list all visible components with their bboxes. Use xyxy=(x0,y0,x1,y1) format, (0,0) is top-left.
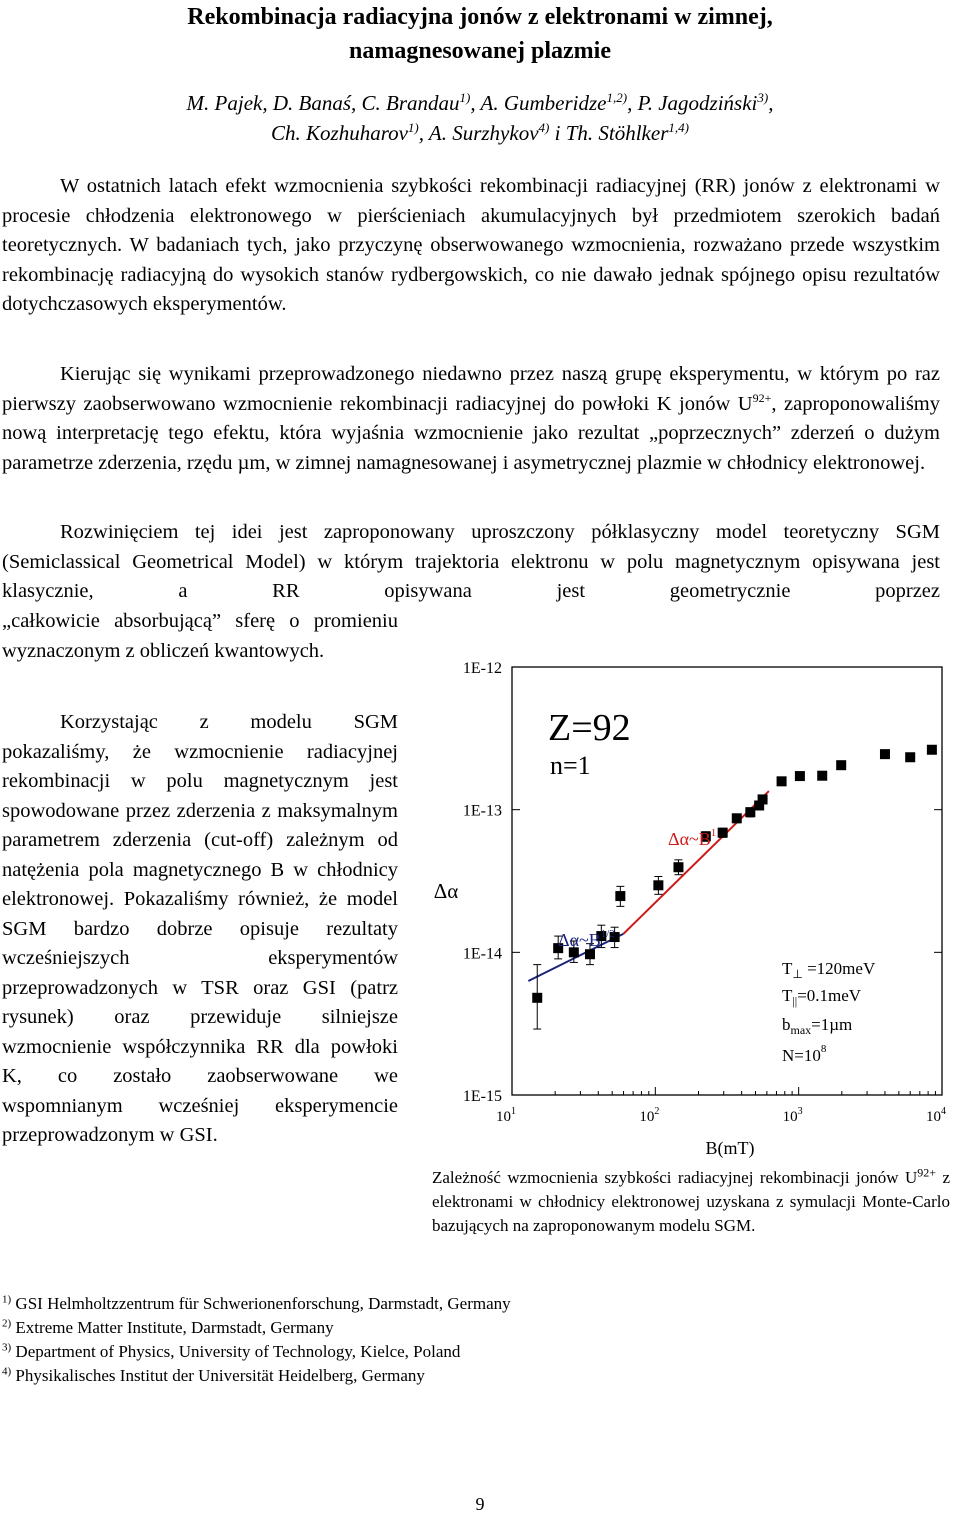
paragraph-1-text: W ostatnich latach efekt wzmocnienia szybkości rekombinacji radiacyjnej (RR) jonów z elektronami w procesie chłodzenia elektronowego w pierścieniach akumulacyjnych był przedmiotem szerokich badań teoretycznych. W badaniach tych, jako przyczynę obserwowanego wzmocnienia, rozważano przede wszystkim rekombinację radiacyjną do wysokich stanów rydbergowskich, co nie dawało jednak spójnego opisu rezultatów dotychczasowych eksperymentów. xyxy=(2,175,940,315)
data-point xyxy=(777,776,787,786)
charge-superscript: 92+ xyxy=(752,390,772,405)
caption-part: Zależność wzmocnienia szybkości radiacyjnej rekombinacji jonów U xyxy=(432,1168,918,1187)
paragraph-3-continued xyxy=(2,607,398,666)
paragraph-1 xyxy=(2,172,940,320)
author-text: , A. Surzhykov xyxy=(418,121,539,145)
data-point xyxy=(732,813,742,823)
affiliation-2 xyxy=(2,1316,702,1340)
footnote-text: Extreme Matter Institute, Darmstadt, Germany xyxy=(15,1318,334,1337)
data-point xyxy=(758,794,768,804)
caption-part: z elektronami w chłodnicy elektronowej uzyskana z symulacji Monte-Carlo bazujących na zaproponowanym modelu SGM. xyxy=(432,1168,951,1235)
author-text: , P. Jagodziński xyxy=(627,91,758,115)
data-point xyxy=(718,828,728,838)
paragraph-3-col-text: „całkowicie absorbującą” sferę o promieniu wyznaczonym z obliczeń kwantowych. xyxy=(2,610,398,662)
data-points xyxy=(532,745,937,1029)
data-point xyxy=(615,891,625,901)
footnote-mark: 1) xyxy=(2,1293,12,1306)
page-number: 9 xyxy=(475,1494,485,1514)
fit-high-label: $\Delta\alpha\sim B^1$ xyxy=(668,827,717,849)
footnote-text: Department of Physics, University of Technology, Kielce, Poland xyxy=(15,1342,461,1361)
data-point xyxy=(880,749,890,759)
paragraph-2 xyxy=(2,360,940,478)
affiliation-3 xyxy=(2,1340,702,1364)
author-text: i Th. Stöhlker xyxy=(549,121,669,145)
paragraph-4 xyxy=(2,708,398,1151)
x-axis-ticks xyxy=(496,1087,946,1125)
x-axis-label: B(mT) xyxy=(705,1138,755,1158)
annotation-n: n=1 xyxy=(550,751,591,780)
title-line-1: Rekombinacja radiacyjna jonów z elektronami w zimnej, xyxy=(187,4,773,30)
author-line-1 xyxy=(40,88,920,118)
author-line-2 xyxy=(40,118,920,148)
paragraph-3-text: Rozwinięciem tej idei jest zaproponowany uproszczony półklasyczny model teoretyczny SGM (Semiclassical Geometrical Model) w którym trajektoria elektronu w polu magnetycznym opisywana jest klasycznie, a RR opisywana jest geometrycznie poprzez xyxy=(2,521,940,602)
y-tick-label: 1E-13 xyxy=(462,802,502,820)
enhancement-chart xyxy=(420,650,960,1170)
author-text: M. Pajek, D. Banaś, C. Brandau xyxy=(186,91,460,115)
data-point xyxy=(817,771,827,781)
y-axis-ticks xyxy=(463,660,942,1105)
affiliation-mark: 4) xyxy=(538,120,550,135)
data-point xyxy=(673,862,683,872)
footnote-mark: 3) xyxy=(2,1341,12,1354)
affiliation-mark: 1,2) xyxy=(606,90,628,105)
data-point xyxy=(653,880,663,890)
footnote-mark: 4) xyxy=(2,1365,12,1378)
data-point xyxy=(927,745,937,755)
data-point xyxy=(745,807,755,817)
x-tick-label: $10^3$ xyxy=(782,1106,803,1125)
affiliation-4 xyxy=(2,1364,702,1388)
y-tick-label: 1E-15 xyxy=(462,1088,502,1105)
affiliation-mark: 1) xyxy=(459,90,471,105)
author-text: , A. Gumberidze xyxy=(470,91,607,115)
footnote-mark: 2) xyxy=(2,1317,12,1330)
paper-title xyxy=(40,0,920,68)
param-bmax: $b_{max}=1\mu m$ xyxy=(782,1015,853,1037)
author-text: , xyxy=(768,91,774,115)
paragraph-2-text xyxy=(2,360,940,478)
data-point xyxy=(795,771,805,781)
affiliations xyxy=(2,1292,702,1388)
affiliation-mark: 3) xyxy=(757,90,769,105)
affiliation-1 xyxy=(2,1292,702,1316)
param-t-perp: $T_\perp =120meV$ xyxy=(782,959,876,981)
y-axis-label: Δα xyxy=(433,879,459,903)
figure-caption xyxy=(432,1166,950,1238)
title-line-2: namagnesowanej plazmie xyxy=(349,38,611,64)
y-tick-label: 1E-12 xyxy=(462,660,502,677)
param-n: $N=10^8$ xyxy=(782,1043,827,1065)
parameter-box xyxy=(782,959,876,1065)
x-tick-label: $10^4$ xyxy=(926,1106,946,1125)
footnote-text: Physikalisches Institut der Universität Heidelberg, Germany xyxy=(15,1366,425,1385)
annotation-z: Z=92 xyxy=(548,707,631,749)
data-point xyxy=(585,949,595,959)
author-text: Ch. Kozhuharov xyxy=(271,121,408,145)
x-tick-label: $10^1$ xyxy=(496,1106,516,1125)
y-tick-label: 1E-14 xyxy=(462,945,502,963)
data-point xyxy=(836,760,846,770)
affiliation-mark: 1,4) xyxy=(668,120,689,135)
paragraph-2-part: Kierując się wynikami przeprowadzonego niedawno przez naszą grupę eksperymentu, w którym po raz pierwszy zaobserwowano wzmocnienie rekombinacji radiacyjnej do powłoki K jonów U xyxy=(2,363,940,415)
footnote-text: GSI Helmholtzzentrum für Schwerionenforschung, Darmstadt, Germany xyxy=(15,1294,511,1313)
paragraph-3 xyxy=(2,518,940,607)
data-point xyxy=(532,993,542,1003)
paragraph-4-text: Korzystając z modelu SGM pokazaliśmy, że wzmocnienie radiacyjnej rekombinacji w polu magnetycznym jest spowodowane przez zderzenia z maksymalnym parametrem zderzenia (cut-off) zależnym od natężenia pola magnetycznego B w chłodnicy elektronowej. Pokazaliśmy również, że model SGM bardzo dobrze opisuje rezultaty wcześniejszych eksperymentów przeprowadzonych w TSR oraz GSI (patrz rysunek) oraz przewiduje silniejsze wzmocnienie współczynnika RR dla powłoki K, co zostało zaobserwowane we wspomnianym wcześniej eksperymencie przeprowadzonym w GSI. xyxy=(2,711,398,1146)
data-point xyxy=(905,752,915,762)
param-t-par: $T_{||}=0.1meV$ xyxy=(782,986,862,1008)
affiliation-mark: 1) xyxy=(407,120,419,135)
fit-low-label: $\Delta\alpha\sim B^{1/2}$ xyxy=(558,928,615,950)
author-list xyxy=(40,88,920,148)
x-tick-label: $10^2$ xyxy=(639,1106,660,1125)
paragraph-2-part: , zaproponowaliśmy nową interpretację tego efektu, która wyjaśnia wzmocnienie jako rezultat „poprzecznych” zderzeń o dużym parametrze zderzenia, rzędu µm, w zimnej namagnesowanej i asymetrycznej plazmie w chłodnicy elektronowej. xyxy=(2,392,940,474)
charge-superscript: 92+ xyxy=(917,1165,937,1180)
